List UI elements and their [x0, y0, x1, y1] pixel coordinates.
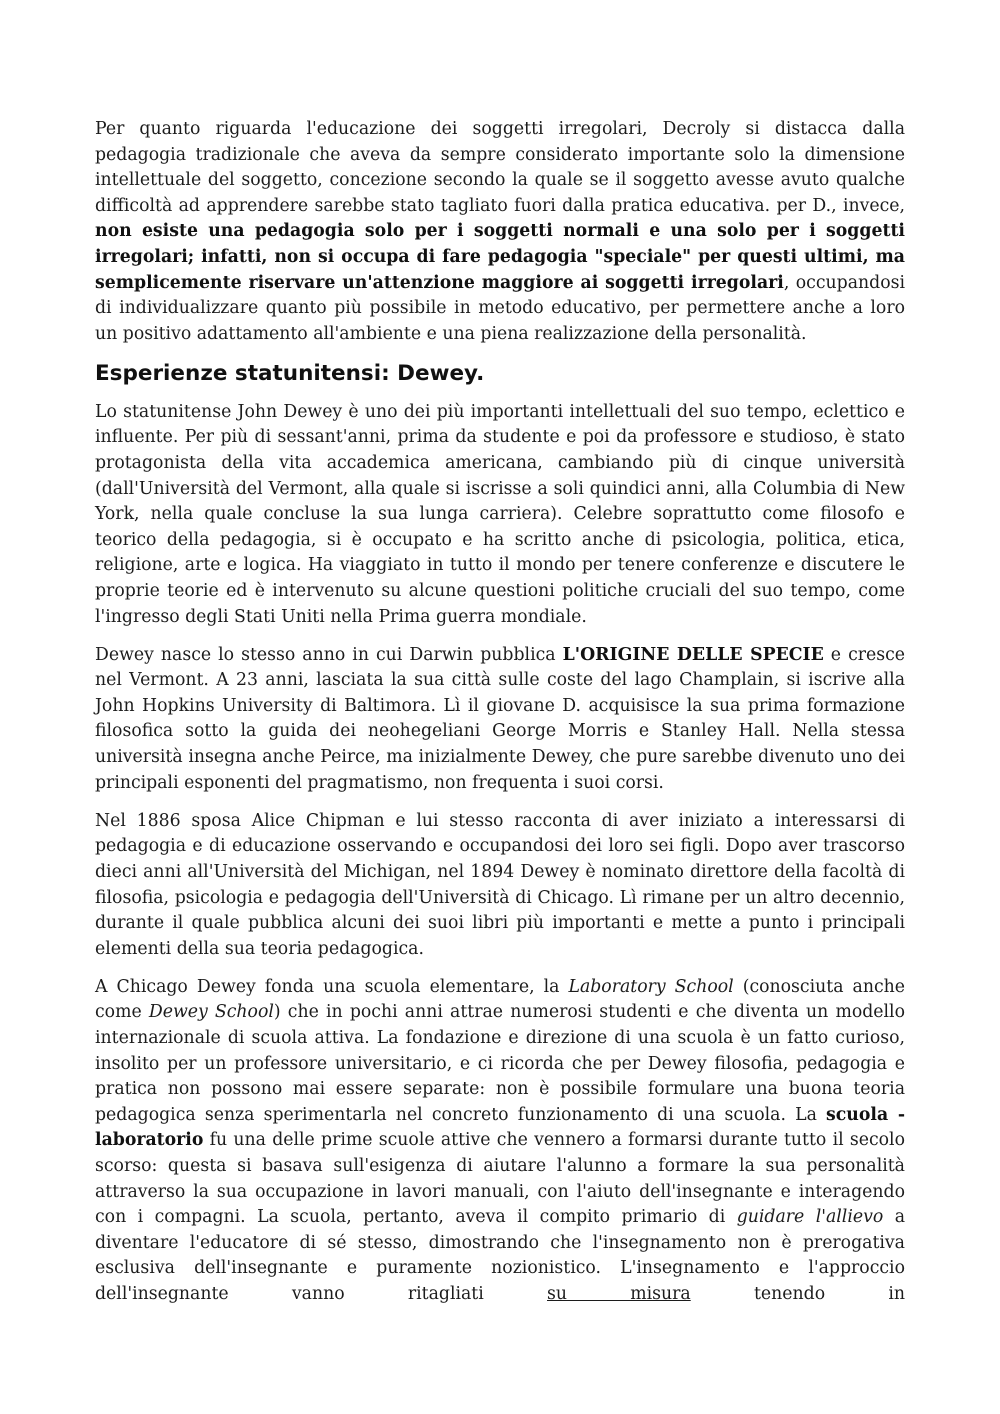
paragraph-dewey-intro: Lo statunitense John Dewey è uno dei più importanti intellettuali del suo tempo, eclettico e influente. Per più di sessant'anni, prima da studente e poi da professore e studioso, è stato protagonista della vita accademica americana, cambiando più di cinque università (dall'Università del Vermont, alla quale si iscrisse a soli quindici anni, alla Columbia di New York, nella quale concluse la sua lunga carriera). Celebre soprattutto come filosofo e teorico della pedagogia, si è occupato e ha scritto anche di psicologia, politica, etica, religione, arte e logica. Ha viaggiato in tutto il mondo per tenere conferenze e discutere le proprie teorie ed è intervenuto su alcune questioni politiche cruciali del suo tempo, come l'ingresso degli Stati Uniti nella Prima guerra mondiale. — [95, 401, 905, 627]
bold-scuola-laboratorio: scuola - laboratorio — [95, 1104, 905, 1151]
bold-book-title: L'ORIGINE DELLE SPECIE — [562, 644, 824, 665]
italic-dewey-school: Dewey School — [148, 1002, 274, 1023]
paragraph-dewey-youth: Dewey nasce lo stesso anno in cui Darwin pubblica L'ORIGINE DELLE SPECIE e cresce nel Vermont. A 23 anni, lasciata la sua città sulle coste del lago Champlain, si iscrive alla John Hopkins University di Baltimora. Lì il giovane D. acquisisce la sua prima formazione filosofica sotto la guida dei neohegeliani George Morris e Stanley Hall. Nella stessa università insegna anche Peirce, ma inizialmente Dewey, che pure sarebbe divenuto uno dei principali esponenti del pragmatismo, non frequenta i suoi corsi. — [95, 644, 906, 793]
section-heading: Esperienze statunitensi: Dewey. — [95, 360, 485, 386]
paragraph-decroly-irregular-subjects: Per quanto riguarda l'educazione dei soggetti irregolari, Decroly si distacca dalla pedagogia tradizionale che aveva da sempre considerato importante solo la dimensione intellettuale del soggetto, concezione secondo la quale se il soggetto avesse avuto qualche difficoltà ad apprendere sarebbe stato tagliato fuori dalla pratica educativa. per D., invece, non esiste una pedagogia solo per i soggetti normali e una solo per i soggetti irregolari; infatti, non si occupa di fare pedagogia "speciale" per questi ultimi, ma semplicemente riservare un'attenzione maggiore ai soggetti irregolari, occupandosi di individualizzare quanto più possibile in metodo educativo, per permettere anche a loro un positivo adattamento all'ambiente e una piena realizzazione della personalità. — [95, 119, 905, 344]
paragraph-laboratory-school: A Chicago Dewey fonda una scuola elementare, la Laboratory School (conosciuta anche come Dewey School) che in pochi anni attrae numerosi studenti e che diventa un modello internazionale di scuola attiva. La fondazione e direzione di una scuola è un fatto curioso, insolito per un professore universitario, e ci ricorda che per Dewey filosofia, pedagogia e pratica non possono mai essere separate: non è possibile formulare una buona teoria pedagogica senza sperimentarla nel concreto funzionamento di una scuola. La scuola - laboratorio fu una delle prime scuole attive che vennero a formarsi durante tutto il secolo scorso: questa si basava sull'esigenza di aiutare l'alunno a formare la sua personalità attraverso la sua occupazione in lavori manuali, con l'aiuto dell'insegnante e interagendo con i compagni. La scuola, pertanto, aveva il compito primario di guidare l'allievo a diventare l'educatore di sé stesso, dimostrando che l'insegnamento non è prerogativa esclusiva dell'insegnante e puramente nozionistico. L'insegnamento e l'approccio dell'insegnante vanno ritagliati su misura tenendo in — [95, 976, 906, 1304]
italic-laboratory-school: Laboratory School — [568, 976, 734, 997]
underlined-su-misura: su misura — [547, 1283, 691, 1304]
paragraph-dewey-chicago: Nel 1886 sposa Alice Chipman e lui stesso racconta di aver iniziato a interessarsi di pedagogia e di educazione osservando e occupandosi dei loro sei figli. Dopo aver trascorso dieci anni all'Università del Michigan, nel 1894 Dewey è nominato direttore della facoltà di filosofia, psicologia e pedagogia dell'Università di Chicago. Lì rimane per un altro decennio, durante il quale pubblica alcuni dei suoi libri più importanti e mette a punto i principali elementi della sua teoria pedagogica. — [95, 810, 905, 959]
bold-phrase: non esiste una pedagogia solo per i soggetti normali e una solo per i soggetti irregolari; infatti, non si occupa di fare pedagogia "speciale" per questi ultimi, ma semplicemente riservare un'attenzione maggiore ai soggetti irregolari — [95, 221, 905, 293]
italic-guidare-allievo: guidare l'allievo — [736, 1207, 884, 1228]
document-page — [95, 117, 905, 1320]
